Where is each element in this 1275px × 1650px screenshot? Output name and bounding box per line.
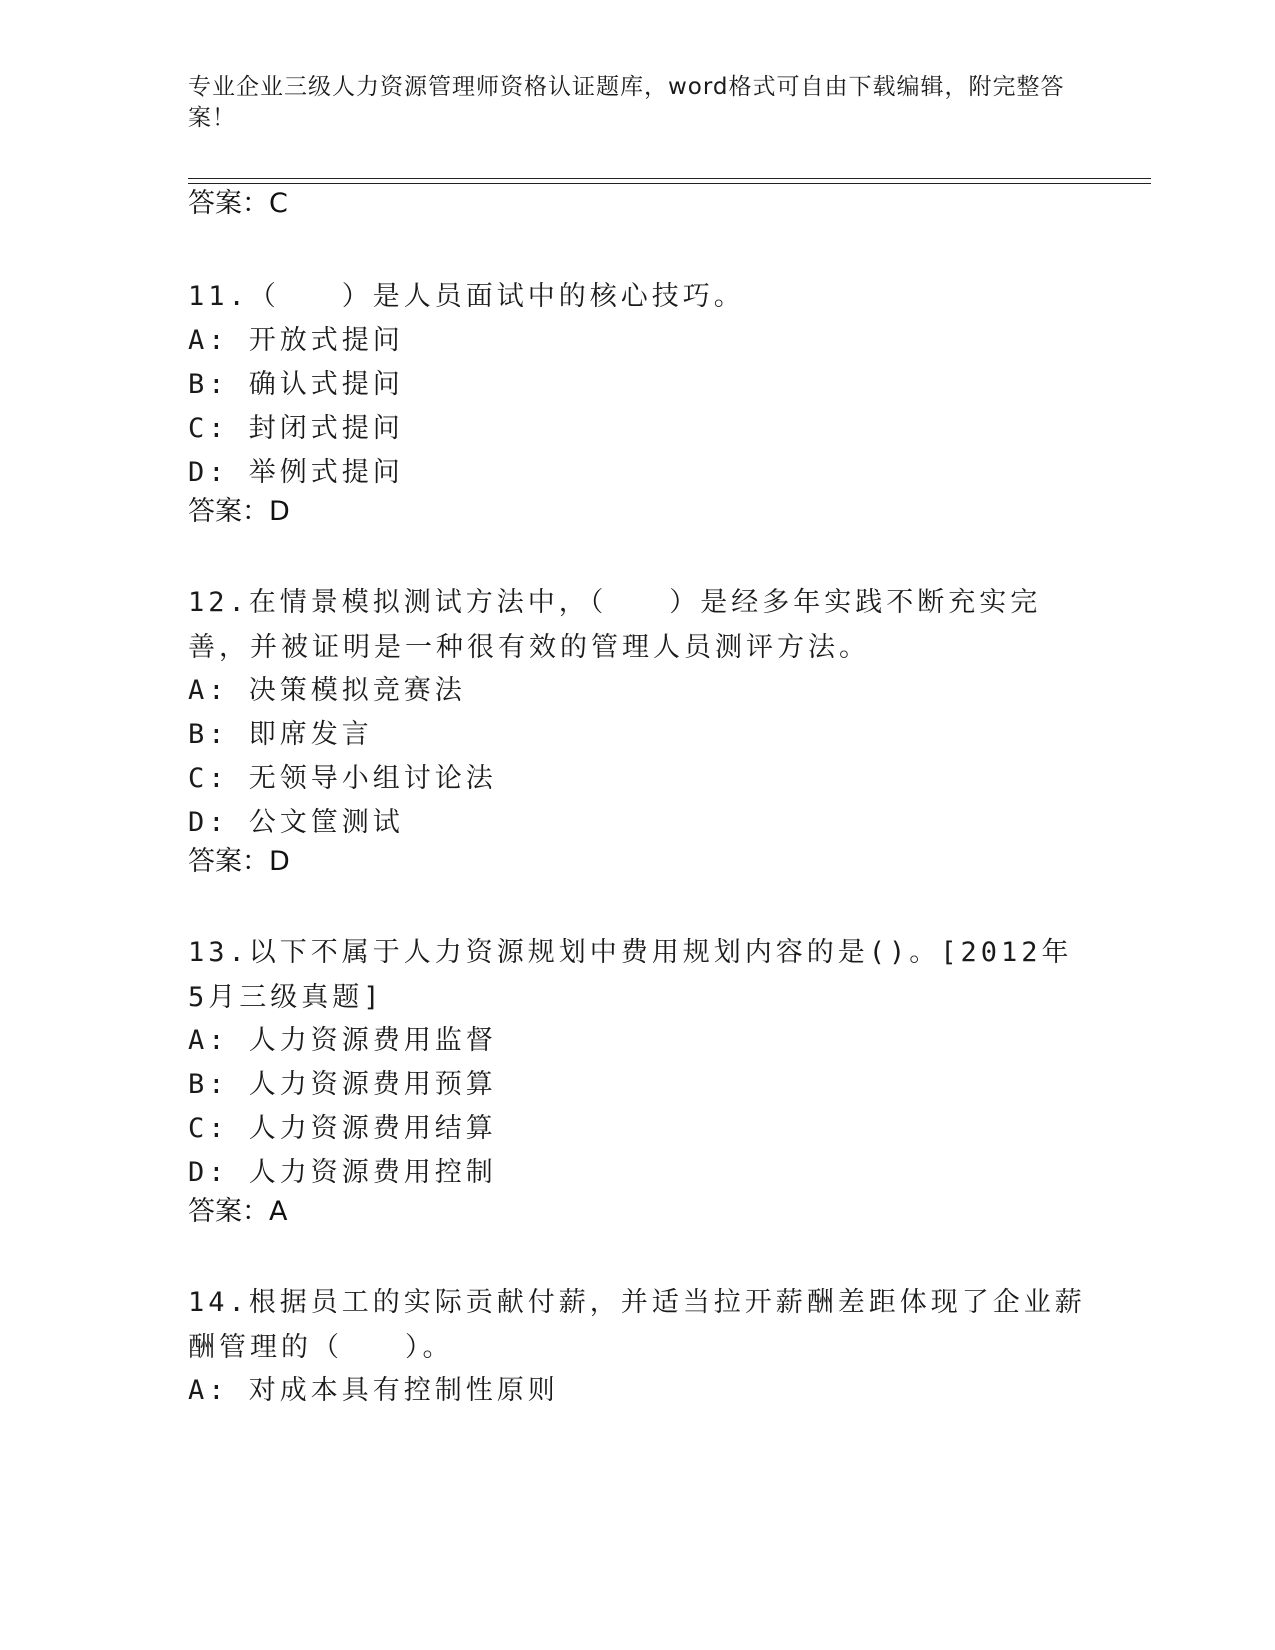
question-12-option-c: C: 无领导小组讨论法 bbox=[188, 763, 497, 794]
answer-label: 答案：C bbox=[188, 188, 288, 219]
question-12-option-a: A: 决策模拟竞赛法 bbox=[188, 675, 466, 706]
question-11-answer: 答案：D bbox=[188, 496, 290, 527]
question-12-option-d: D: 公文筐测试 bbox=[188, 807, 404, 838]
question-11-option-c: C: 封闭式提问 bbox=[188, 413, 404, 444]
header-rule-top bbox=[188, 178, 1151, 179]
question-13-option-d: D: 人力资源费用控制 bbox=[188, 1157, 497, 1188]
question-13-option-b: B: 人力资源费用预算 bbox=[188, 1069, 497, 1100]
question-13-answer: 答案：A bbox=[188, 1196, 288, 1227]
question-11-option-b: B: 确认式提问 bbox=[188, 369, 404, 400]
question-12-option-b: B: 即席发言 bbox=[188, 719, 373, 750]
question-12-answer: 答案：D bbox=[188, 846, 290, 877]
question-13-option-c: C: 人力资源费用结算 bbox=[188, 1113, 497, 1144]
question-14-option-a: A: 对成本具有控制性原则 bbox=[188, 1375, 559, 1406]
question-11-option-a: A: 开放式提问 bbox=[188, 325, 404, 356]
question-13-option-a: A: 人力资源费用监督 bbox=[188, 1025, 497, 1056]
question-14-text: 14.根据员工的实际贡献付薪，并适当拉开薪酬差距体现了企业薪酬管理的（ ）。 bbox=[188, 1287, 1086, 1363]
question-12-text: 12.在情景模拟测试方法中，（ ）是经多年实践不断充实完善，并被证明是一种很有效的管理人员测评方法。 bbox=[188, 587, 1042, 663]
document-header: 专业企业三级人力资源管理师资格认证题库，word格式可自由下载编辑，附完整答案！ bbox=[188, 74, 1065, 131]
question-11-option-d: D: 举例式提问 bbox=[188, 457, 404, 488]
question-13-text: 13.以下不属于人力资源规划中费用规划内容的是()。[2012年5月三级真题] bbox=[188, 937, 1073, 1013]
question-11-text: 11.（ ）是人员面试中的核心技巧。 bbox=[188, 281, 745, 312]
header-rule-bottom bbox=[188, 183, 1151, 184]
